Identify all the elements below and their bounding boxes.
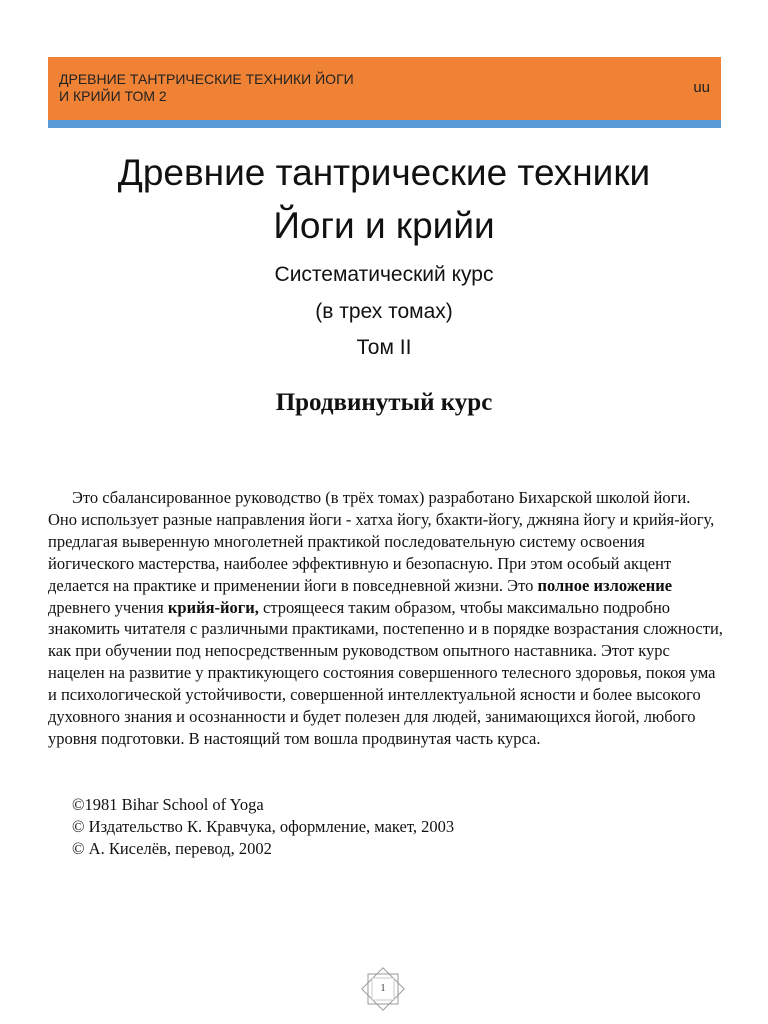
description-paragraph <box>48 487 723 750</box>
running-header-line-2: И КРИЙИ ТОМ 2 <box>59 88 167 104</box>
volume-number: Том II <box>356 336 412 359</box>
description-text-part-1: Это сбалансированное руководство (в трёх томах) разработано Бихарской школой йоги. Оно использует разные направления йоги - хатха йогу, бхакти-йогу, джняна йогу и крийя-йогу, предлагая выверенную многолетней практикой последовательную систему освоения йогического мастерства, наиболее эффективную и безопасную. При этом особый акцент делается на практике и применении йоги в повседневной жизни. Это <box>48 488 715 595</box>
running-header-title <box>59 71 354 105</box>
course-title: Продвинутый курс <box>275 389 493 416</box>
description-bold-2: крийя-йоги, <box>167 597 259 617</box>
page-number-badge <box>357 963 409 1015</box>
description-bold-1: полное изложение <box>537 575 673 595</box>
description-text-part-3: строящееся таким образом, чтобы максимально подробно знакомить читателя с различными практиками, постепенно и в порядке возрастания сложности, как при обучении под непосредственным руководством опытного наставника. Этот курс нацелен на развитие у практикующего состояния совершенного телесного здоровья, покоя ума и психологической устойчивости, совершенной интеллектуальной ясности и более высокого духовного знания и осознанности и будет полезен для людей, занимающихся йогой, любого уровня подготовки. В настоящий том вошла продвинутая часть курса. <box>48 597 723 748</box>
book-subtitle: Систематический курс <box>274 263 494 286</box>
book-title-line-1: Древние тантрические техники <box>117 152 651 193</box>
running-header-mark: uu <box>693 79 710 96</box>
description-text-part-2: древнего учения <box>48 597 168 617</box>
header-stripe <box>48 120 721 128</box>
running-header-line-1: ДРЕВНИЕ ТАНТРИЧЕСКИЕ ТЕХНИКИ ЙОГИ <box>59 71 354 87</box>
book-subtitle-volumes: (в трех томах) <box>315 300 453 323</box>
copyright-line: © Издательство К. Кравчука, оформление, макет, 2003 <box>72 816 455 836</box>
copyright-block <box>72 794 454 860</box>
copyright-line: © А. Киселёв, перевод, 2002 <box>72 838 272 858</box>
copyright-line: ©1981 Bihar School of Yoga <box>72 795 264 814</box>
page-number: 1 <box>380 983 386 994</box>
book-title-line-2: Йоги и крийи <box>273 205 495 246</box>
